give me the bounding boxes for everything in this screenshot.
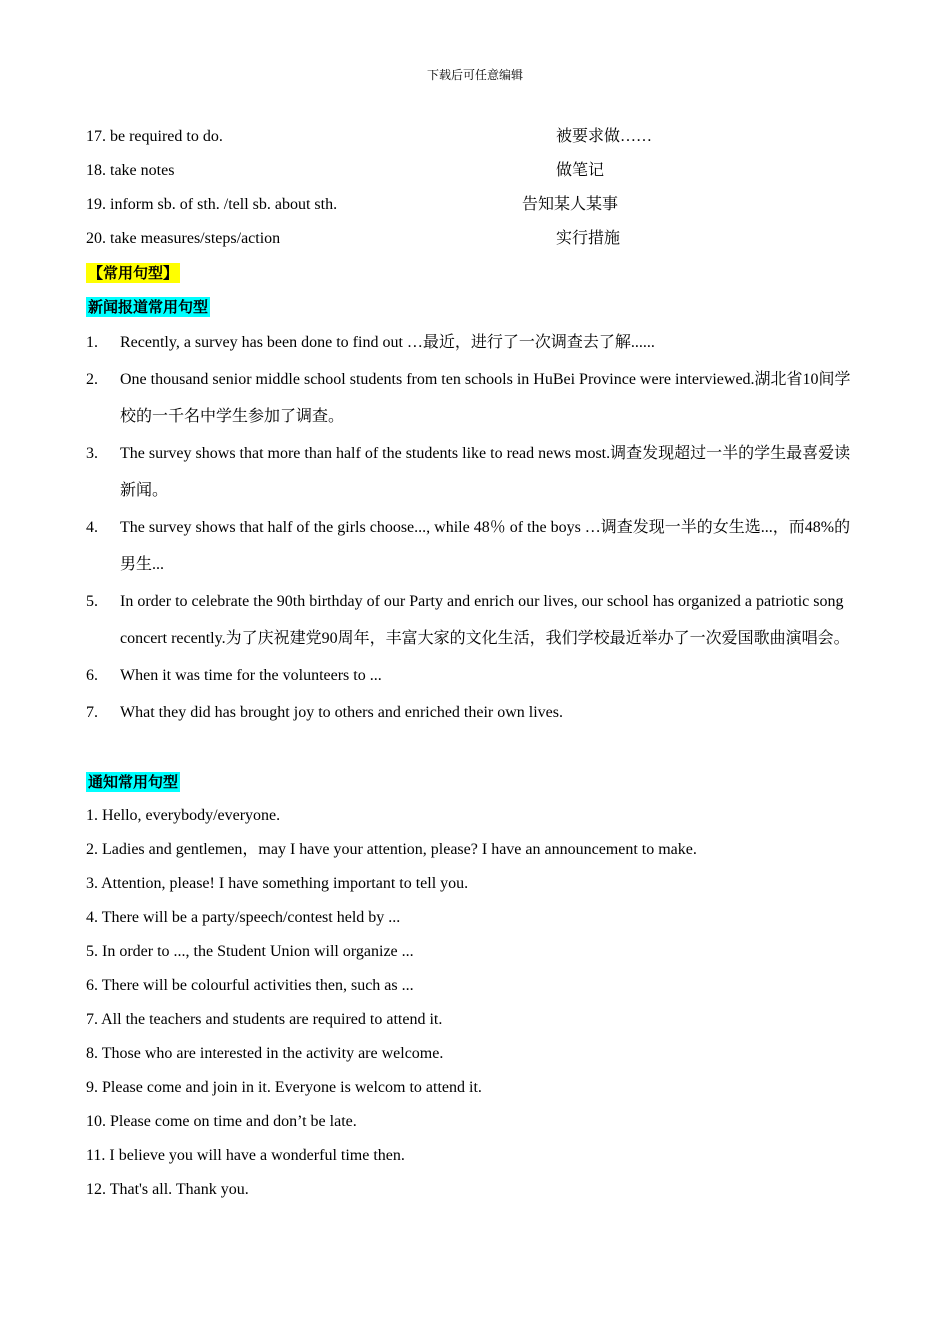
section-news-heading: [86, 294, 866, 328]
list-item-number: 2.: [86, 371, 98, 388]
list-item: 9. Please come and join in it. Everyone is welcom to attend it.: [86, 1079, 482, 1096]
phrase-row: [86, 158, 866, 192]
news-sentence-list: [86, 324, 866, 731]
notice-sentence-list: [86, 803, 866, 1211]
list-item-text: What they did has brought joy to others and enriched their own lives.: [120, 704, 564, 721]
list-item: 10. Please come on time and don’t be late.: [86, 1113, 357, 1130]
list-item-text: In order to celebrate the 90th birthday of our Party and enrich our lives, our school has organized a patriotic song concert recently.为了庆祝建党90周年，丰富大家的文化生活，我们学校最近举办了一次爱国歌曲演唱会。: [120, 593, 850, 647]
list-item-number: 1.: [86, 334, 98, 351]
section-common-label: 【常用句型】: [88, 264, 179, 282]
list-item: 8. Those who are interested in the activity are welcome.: [86, 1045, 444, 1062]
page-header: 下载后可任意编辑: [426, 68, 523, 82]
list-item: 2. Ladies and gentlemen，may I have your attention, please? I have an announcement to make.: [86, 841, 697, 858]
list-item: [86, 694, 866, 731]
list-item: 7. All the teachers and students are required to attend it.: [86, 1011, 443, 1028]
phrase-english: 19. inform sb. of sth. /tell sb. about sth.: [86, 196, 338, 213]
phrase-list: [86, 124, 866, 260]
phrase-row: [86, 124, 866, 158]
list-item-number: 3.: [86, 445, 98, 462]
section-news-label: 新闻报道常用句型: [88, 298, 209, 316]
list-item-number: 6.: [86, 667, 98, 684]
section-common-heading: [86, 260, 866, 294]
list-item-number: 5.: [86, 593, 98, 610]
phrase-chinese: 被要求做……: [556, 128, 653, 145]
section-notice-label: 通知常用句型: [88, 773, 179, 791]
list-item: 1. Hello, everybody/everyone.: [86, 807, 281, 824]
list-item-text: Recently, a survey has been done to find out …最近，进行了一次调查去了解......: [120, 334, 655, 351]
list-item-text: The survey shows that half of the girls choose..., while 48％ of the boys …调查发现一半的女生选...，而48%的男生...: [120, 519, 851, 573]
list-item: 6. There will be colourful activities then, such as ...: [86, 977, 414, 994]
list-item: 11. I believe you will have a wonderful time then.: [86, 1147, 405, 1164]
list-item: 5. In order to ..., the Student Union will organize ...: [86, 943, 414, 960]
list-item: [86, 657, 866, 694]
phrase-english: 17. be required to do.: [86, 128, 223, 145]
phrase-english: 18. take notes: [86, 162, 175, 179]
section-notice-heading: [86, 769, 866, 803]
list-item-number: 7.: [86, 704, 98, 721]
list-item: [86, 435, 866, 509]
list-item: [86, 583, 866, 657]
list-item-number: 4.: [86, 519, 98, 536]
list-item: 3. Attention, please! I have something important to tell you.: [86, 875, 469, 892]
list-item: [86, 361, 866, 435]
list-item-text: The survey shows that more than half of the students like to read news most.调查发现超过一半的学生最喜爱读新闻。: [120, 445, 851, 499]
list-item-text: One thousand senior middle school students from ten schools in HuBei Province were interviewed.湖北省10间学校的一千名中学生参加了调查。: [120, 371, 851, 425]
list-item: 12. That's all. Thank you.: [86, 1181, 249, 1198]
phrase-chinese: 做笔记: [556, 162, 605, 179]
list-item-text: When it was time for the volunteers to ...: [120, 667, 382, 684]
phrase-row: [86, 192, 866, 226]
phrase-row: [86, 226, 866, 260]
phrase-chinese: 实行措施: [556, 230, 621, 247]
phrase-english: 20. take measures/steps/action: [86, 230, 281, 247]
list-item: [86, 509, 866, 583]
document-body: [86, 124, 866, 1211]
list-item: 4. There will be a party/speech/contest held by ...: [86, 909, 401, 926]
phrase-chinese: 告知某人某事: [522, 196, 619, 213]
list-item: [86, 324, 866, 361]
